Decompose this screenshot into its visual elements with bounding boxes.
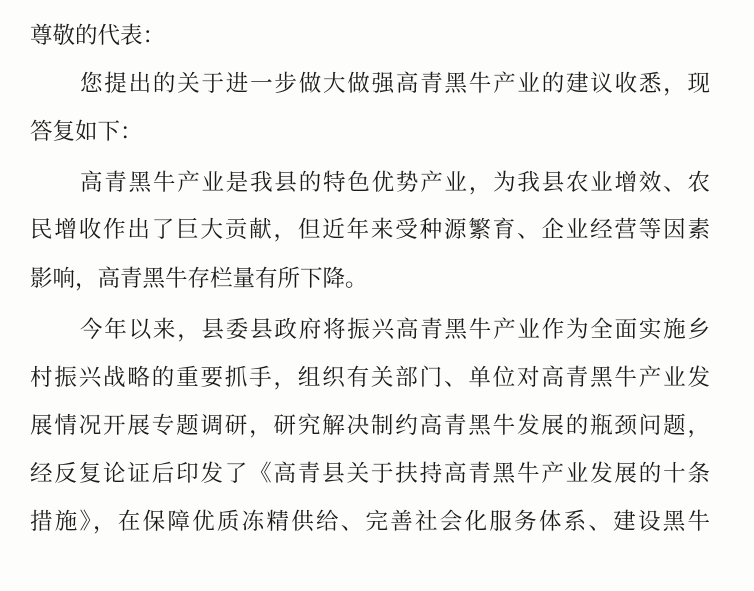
paragraph-3-line-5: 措施》，在保障优质冻精供给、完善社会化服务体系、建设黑牛	[30, 509, 710, 535]
paragraph-2-line-2: 民增收作出了巨大贡献，但近年来受种源繁育、企业经营等因素	[30, 217, 710, 243]
paragraph-2-line-1: 高青黑牛产业是我县的特色优势产业，为我县农业增效、农	[80, 170, 710, 196]
paragraph-3-line-3: 展情况开展专题调研，研究解决制约高青黑牛发展的瓶颈问题，	[30, 413, 710, 439]
paragraph-3-line-4: 经反复论证后印发了《高青县关于扶持高青黑牛产业发展的十条	[30, 461, 710, 487]
paragraph-2-line-3: 影响，高青黑牛存栏量有所下降。	[30, 266, 368, 292]
paragraph-3-line-2: 村振兴战略的重要抓手，组织有关部门、单位对高青黑牛产业发	[30, 365, 710, 391]
salutation: 尊敬的代表：	[30, 23, 166, 49]
paragraph-1-line-1: 您提出的关于进一步做大做强高青黑牛产业的建议收悉，现	[80, 71, 710, 97]
paragraph-3-line-1: 今年以来，县委县政府将振兴高青黑牛产业作为全面实施乡	[80, 317, 710, 343]
paragraph-1-line-2: 答复如下：	[30, 119, 143, 145]
